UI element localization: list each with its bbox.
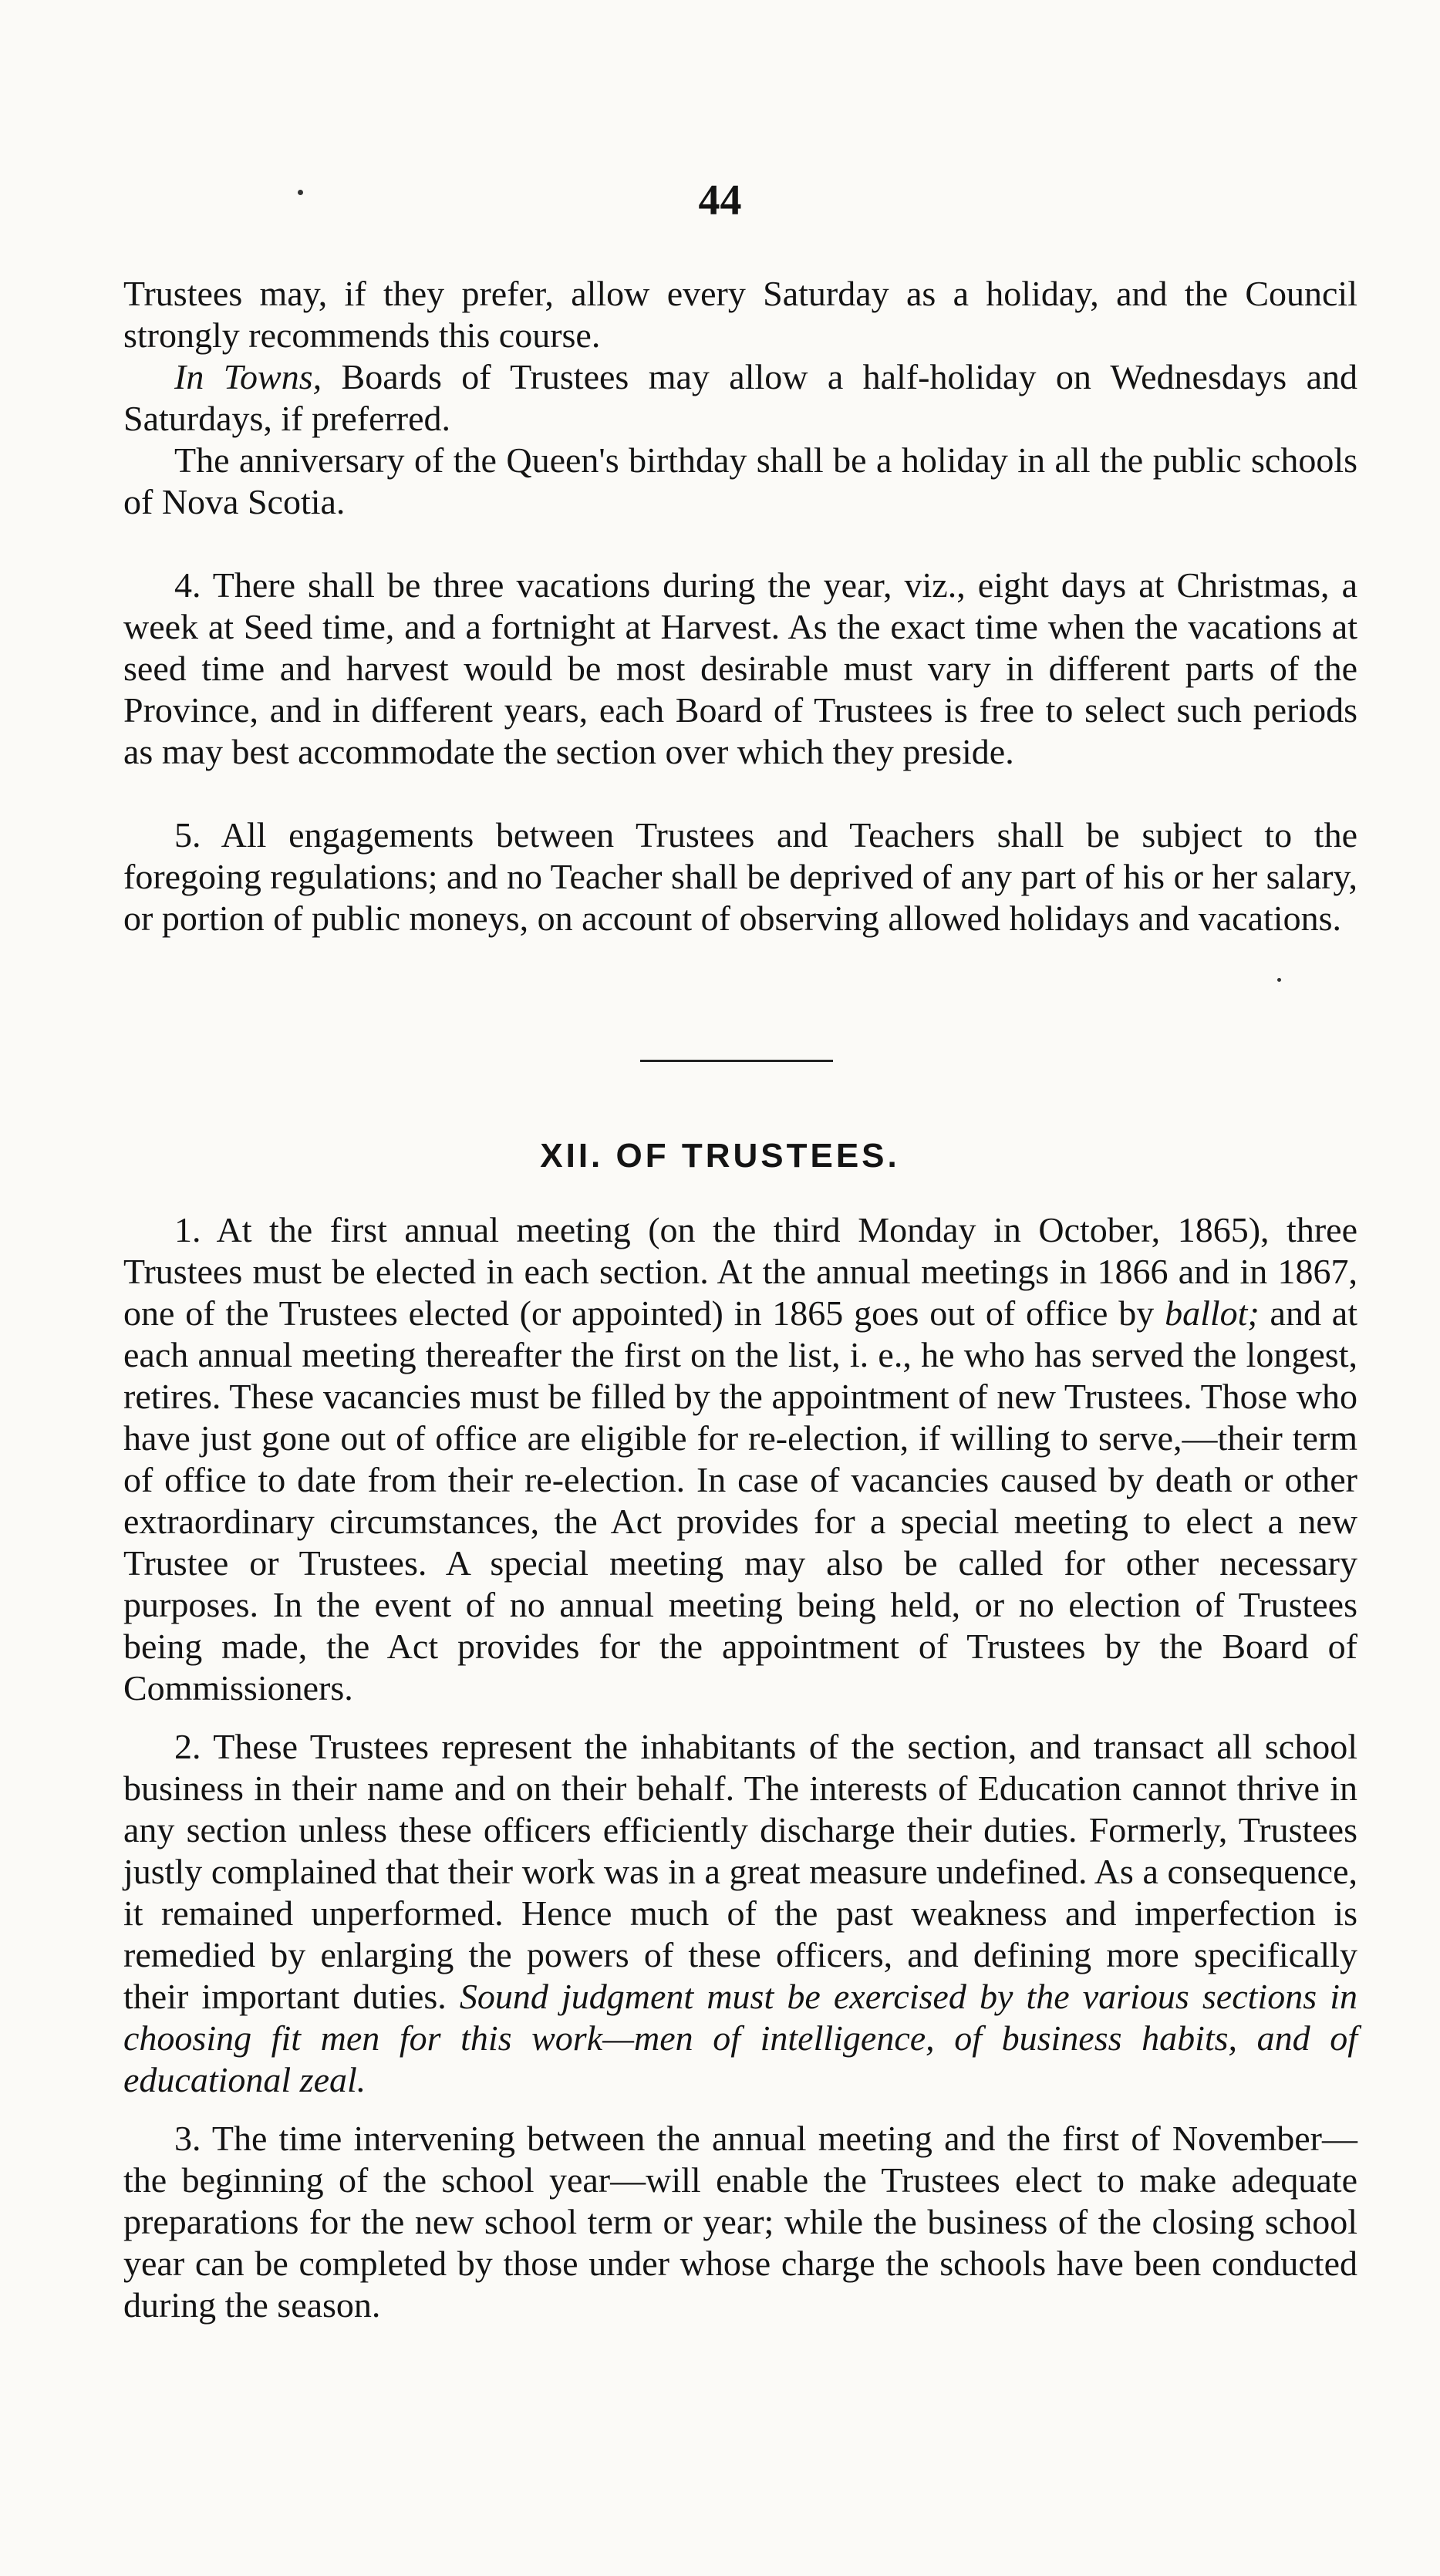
trustees-paragraph-3: 3. The time intervening between the annual meeting and the first of November—the beginning of the school year—will enable the Trustees elect to make adequate preparations for the new school term or year; while the business of the closing school year can be completed by those under whose charge the schools have been conducted during the season. <box>123 2119 1357 2325</box>
section-divider-rule <box>640 1060 833 1062</box>
page-number: 44 <box>698 177 742 224</box>
ballot-italic: ballot; <box>1165 1293 1260 1333</box>
towns-italic-lead: In Towns, <box>174 357 322 396</box>
trustees-paragraph-1-text-a: 1. At the first annual meeting (on the third Monday in October, 1865), three Trustees must be elected in each section. At the annual meetings in 1866 and in 1867, one of the Trustees elected (or appointed) in 1865 goes out of office by <box>123 1210 1357 1333</box>
queens-birthday-paragraph: The anniversary of the Queen's birthday shall be a holiday in all the public schools of Nova Scotia. <box>123 440 1357 521</box>
sound-judgment-italic: Sound judgment must be exercised by the various sections in choosing fit men for this work—men of intelligence, of business habits, and of educational zeal. <box>123 1977 1358 2099</box>
holidays-text-block <box>123 273 1357 939</box>
stray-ink-mark <box>1277 978 1281 982</box>
trustees-paragraph-1-text-b: and at each annual meeting thereafter the first on the list, i. e., he who has served the longest, retires. These vacancies must be filled by the appointment of new Trustees. Those who have just gone out of office are eligible for re-election, if willing to serve,—their term of office to date from their re-election. In case of vacancies caused by death or other extraordinary circumstances, the Act provides for a special meeting to elect a new Trustee or Trustees. A special meeting may also be called for other necessary purposes. In the event of no annual meeting being held, or no election of Trustees being made, the Act provides for the appointment of Trustees by the Board of Commissioners. <box>123 1293 1357 1708</box>
engagements-paragraph: 5. All engagements between Trustees and Teachers shall be subject to the foregoing regulations; and no Teacher shall be deprived of any part of his or her salary, or portion of public moneys, on account of observing allowed holidays and vacations. <box>123 815 1357 938</box>
towns-paragraph-rest: Boards of Trustees may allow a half-holiday on Wednesdays and Saturdays, if preferred. <box>123 357 1357 438</box>
section-heading: XII. OF TRUSTEES. <box>540 1137 900 1175</box>
trustees-text-block <box>123 1209 1357 2326</box>
towns-half-holiday-paragraph <box>123 356 1357 440</box>
vacations-paragraph: 4. There shall be three vacations during the year, viz., eight days at Christmas, a week at Seed time, and a fortnight at Harvest. As the exact time when the vacations at seed time and harvest would be most desirable must vary in different parts of the Province, and in different years, each Board of Trustees is free to select such periods as may best accommodate the section over which they preside. <box>123 565 1357 771</box>
trustees-paragraph-2 <box>123 1726 1357 2101</box>
trustees-paragraph-1 <box>123 1209 1357 1709</box>
trustees-paragraph-2-text: 2. These Trustees represent the inhabitants of the section, and transact all school business in their name and on their behalf. The interests of Education cannot thrive in any section unless these officers efficiently discharge their duties. Formerly, Trustees justly complained that their work was in a great measure undefined. As a consequence, it remained unperformed. Hence much of the past weakness and imperfection is remedied by enlarging the powers of these officers, and defining more specifically their important duties. <box>123 1727 1357 2016</box>
saturday-holiday-paragraph: Trustees may, if they prefer, allow every Saturday as a holiday, and the Council strongly recommends this course. <box>123 274 1357 355</box>
